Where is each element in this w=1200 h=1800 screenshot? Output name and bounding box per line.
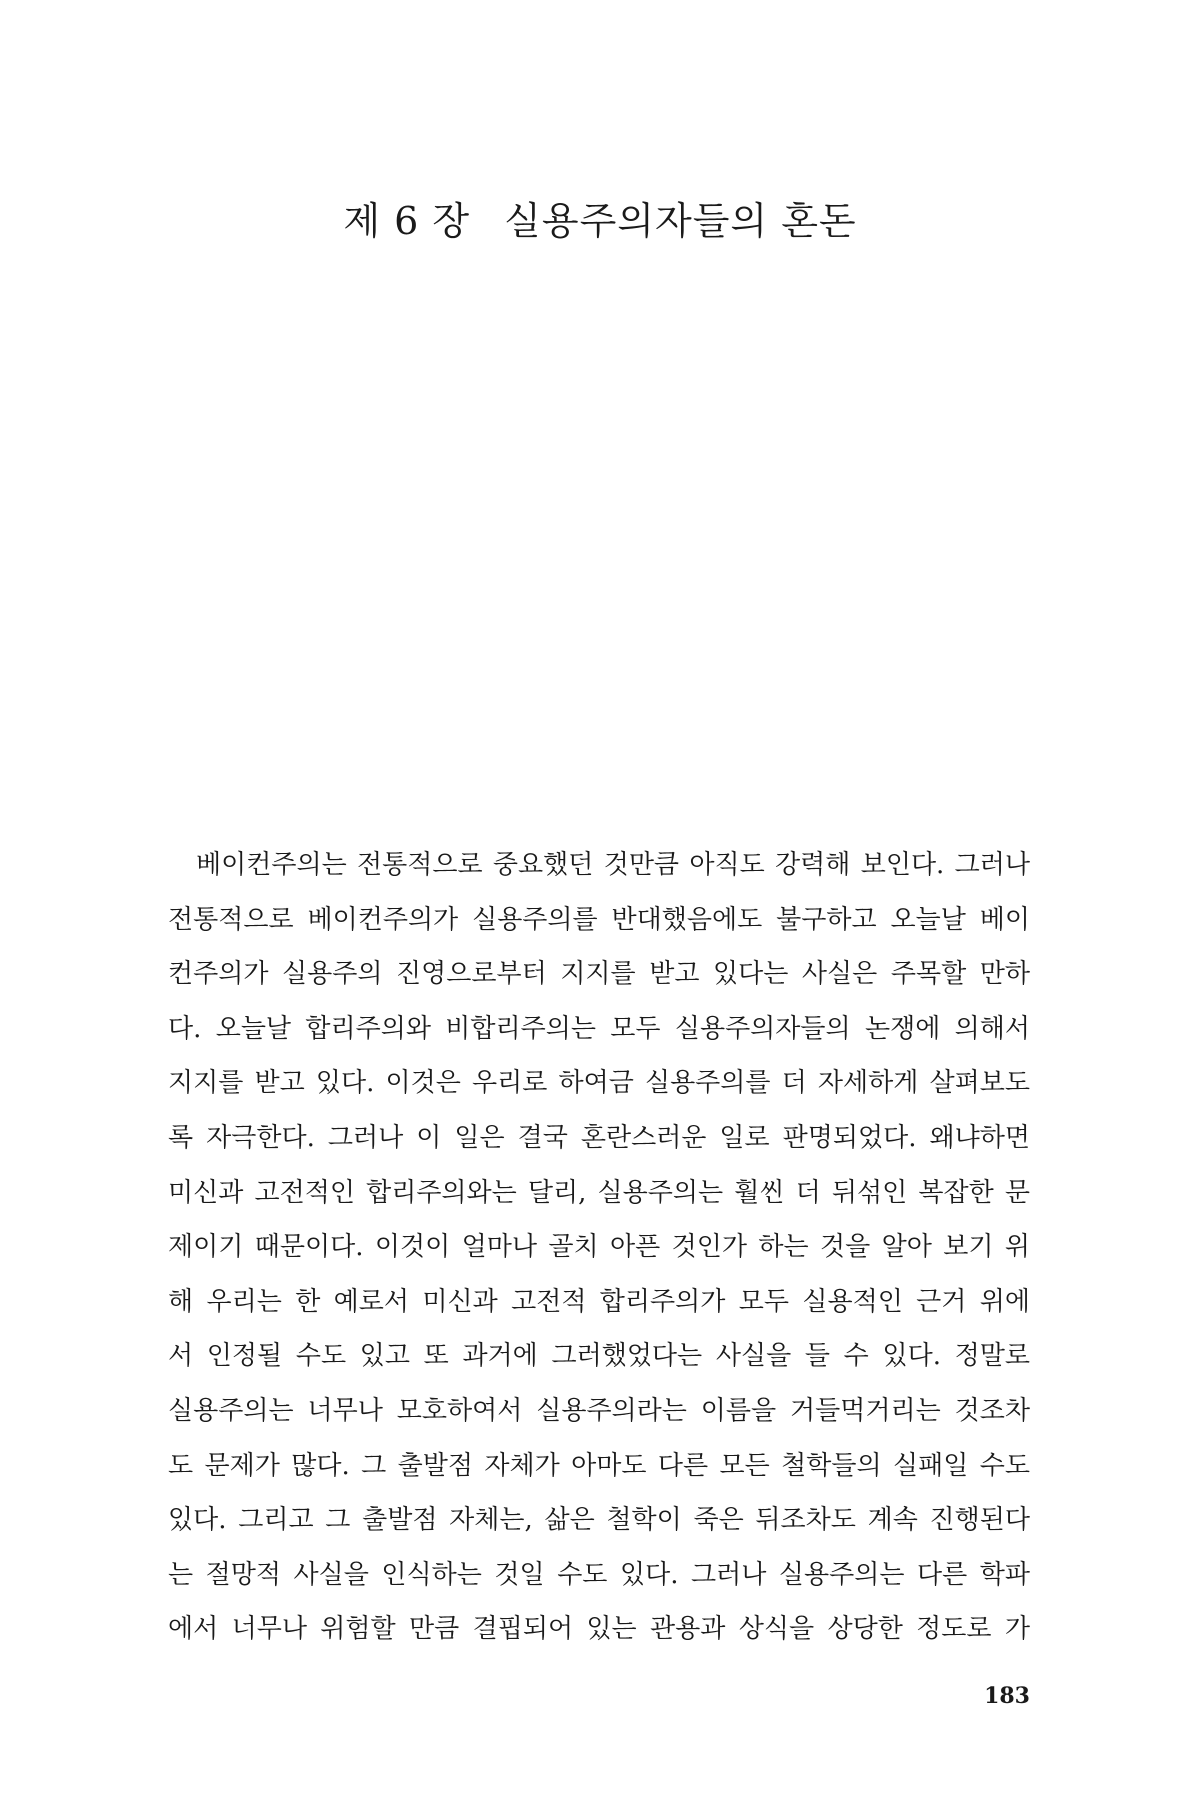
text-line: 도 문제가 많다. 그 출발점 자체가 아마도 다른 모든 철학들의 실패일 수도 (168, 1450, 1030, 1481)
text-line: 있다. 그리고 그 출발점 자체는, 삶은 철학이 죽은 뒤조차도 계속 진행된다 (168, 1505, 1030, 1536)
text-line: 전통적으로 베이컨주의가 실용주의를 반대했음에도 불구하고 오늘날 베이 (168, 904, 1030, 935)
text-line: 에서 너무나 위험할 만큼 결핍되어 있는 관용과 상식을 상당한 정도로 가 (168, 1614, 1030, 1645)
chapter-title: 실용주의자들의 혼돈 (504, 199, 857, 243)
text-line: 제이기 때문이다. 이것이 얼마나 골치 아픈 것인가 하는 것을 알아 보기 위 (168, 1232, 1030, 1263)
text-line: 다. 오늘날 합리주의와 비합리주의는 모두 실용주의자들의 논쟁에 의해서 (168, 1013, 1030, 1044)
chapter-heading (0, 190, 1200, 245)
text-line: 컨주의가 실용주의 진영으로부터 지지를 받고 있다는 사실은 주목할 만하 (168, 959, 1030, 990)
text-line: 실용주의는 너무나 모호하여서 실용주의라는 이름을 거들먹거리는 것조차 (168, 1395, 1030, 1426)
text-line: 미신과 고전적인 합리주의와는 달리, 실용주의는 훨씬 더 뒤섞인 복잡한 문 (168, 1177, 1030, 1208)
text-line: 해 우리는 한 예로서 미신과 고전적 합리주의가 모두 실용적인 근거 위에 (168, 1286, 1030, 1317)
text-line: 는 절망적 사실을 인식하는 것일 수도 있다. 그러나 실용주의는 다른 학파 (168, 1559, 1030, 1590)
text-line: 베이컨주의는 전통적으로 중요했던 것만큼 아직도 강력해 보인다. 그러나 (196, 850, 1030, 880)
text-line: 서 인정될 수도 있고 또 과거에 그러했었다는 사실을 들 수 있다. 정말로 (168, 1341, 1030, 1372)
body-paragraph (168, 838, 1030, 1657)
text-line: 록 자극한다. 그러나 이 일은 결국 혼란스러운 일로 판명되었다. 왜냐하면 (168, 1122, 1030, 1153)
page-number: 183 (984, 1683, 1030, 1709)
chapter-number: 제 6 장 (343, 199, 471, 243)
text-line: 지지를 받고 있다. 이것은 우리로 하여금 실용주의를 더 자세하게 살펴보도 (168, 1068, 1030, 1099)
